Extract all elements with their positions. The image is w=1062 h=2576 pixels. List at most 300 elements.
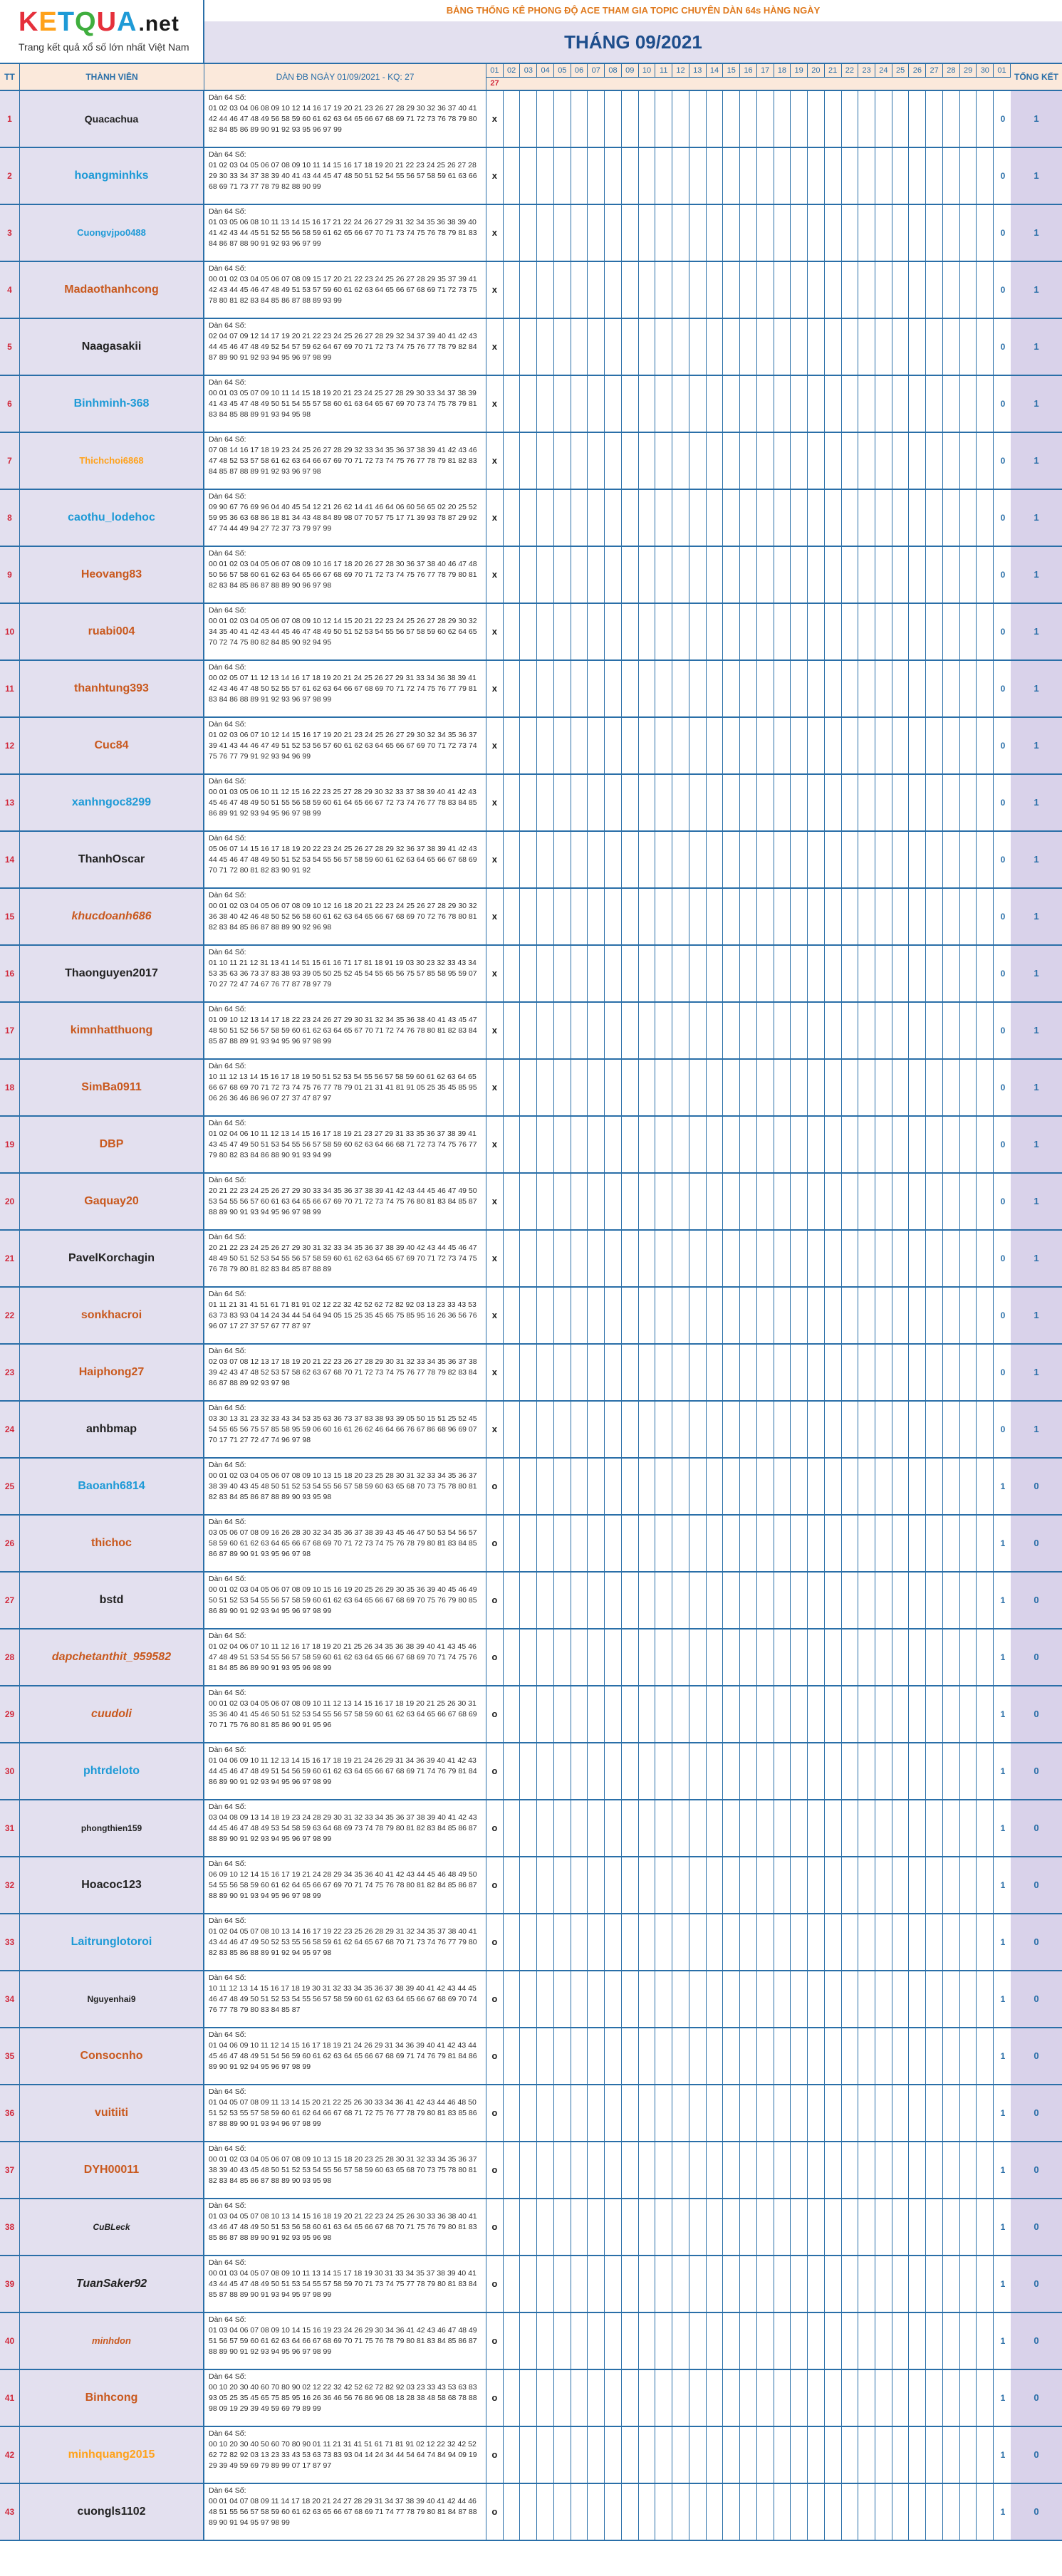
day-cell	[791, 775, 808, 830]
day-cell	[825, 1402, 842, 1457]
row-index: 41	[0, 2370, 20, 2426]
day-cells	[486, 91, 995, 147]
member-name[interactable]: xanhngoc8299	[20, 775, 204, 830]
member-name[interactable]: hoangminhks	[20, 148, 204, 204]
member-name[interactable]: bstd	[20, 1573, 204, 1628]
day-cell	[960, 1516, 977, 1571]
day-cell	[825, 1060, 842, 1115]
member-name[interactable]: kimnhatthuong	[20, 1003, 204, 1058]
day-cell	[672, 1345, 689, 1400]
day-cell	[858, 91, 875, 147]
day-cell	[791, 91, 808, 147]
day-cell	[740, 2427, 757, 2483]
total-score: 0	[1011, 1743, 1062, 1799]
day-cell	[639, 1117, 656, 1172]
day-cell	[672, 91, 689, 147]
number-set-label: Dàn 64 Số:	[209, 1290, 246, 1298]
day-cell	[571, 1288, 588, 1343]
member-name[interactable]: SimBa0911	[20, 1060, 204, 1115]
day-cell	[672, 2199, 689, 2255]
day-result-row	[486, 77, 1011, 90]
table-row	[0, 1174, 1062, 1231]
total-score: 0	[1011, 2085, 1062, 2141]
day-cell	[554, 1402, 571, 1457]
day-cell	[571, 1914, 588, 1970]
number-set	[204, 91, 486, 147]
day-cell	[655, 1231, 672, 1286]
day-cell	[520, 604, 537, 659]
day-cell	[926, 661, 943, 716]
member-name[interactable]: Nguyenhai9	[20, 1971, 204, 2027]
member-name[interactable]: phongthien159	[20, 1800, 204, 1856]
day-cell	[571, 2199, 588, 2255]
day-cell	[774, 2370, 791, 2426]
day-cell	[910, 433, 927, 489]
member-name[interactable]: Heovang83	[20, 547, 204, 603]
member-name[interactable]: thichoc	[20, 1516, 204, 1571]
day-cell	[757, 490, 774, 546]
day-cell	[808, 2313, 825, 2369]
day-cell	[554, 946, 571, 1001]
day-cell	[672, 1402, 689, 1457]
number-set	[204, 547, 486, 603]
day-cell	[622, 1174, 639, 1229]
day-cell	[875, 2085, 892, 2141]
day-cell	[875, 2142, 892, 2198]
day-cell	[842, 1402, 859, 1457]
day-cell	[622, 718, 639, 773]
day-cell	[825, 1573, 842, 1628]
day-cell	[960, 376, 977, 432]
day-cell	[825, 2028, 842, 2084]
day-cell	[504, 2142, 521, 2198]
day-cell	[943, 889, 960, 944]
day-cell	[808, 832, 825, 887]
day-result-mark: o	[486, 2028, 504, 2084]
day-result-mark: x	[486, 262, 504, 318]
member-name[interactable]: Thaonguyen2017	[20, 946, 204, 1001]
day-cell	[605, 1573, 622, 1628]
number-set-values: 00 10 20 30 40 50 60 70 80 90 01 11 21 31 41 51 61 71 81 91 02 12 22 32 42 52 62 72 82 92 03 13 23 33 43 53 63 73 83 93 04 14 24 34 44 54 64 74 84 94 09 19 29 39 49 59 69 79 89 99 07 17 87 97	[209, 2440, 477, 2470]
table-row	[0, 775, 1062, 832]
day-cell	[605, 376, 622, 432]
day-cell	[943, 205, 960, 261]
day-cell	[960, 319, 977, 375]
row-index: 36	[0, 2085, 20, 2141]
day-cells	[486, 2484, 995, 2540]
day-cell	[774, 1402, 791, 1457]
member-name[interactable]: Haiphong27	[20, 1345, 204, 1400]
day-cell	[588, 889, 605, 944]
day-cell	[723, 1971, 740, 2027]
logo[interactable]	[0, 0, 204, 63]
day-cell	[825, 1800, 842, 1856]
day-cell	[875, 1117, 892, 1172]
day-cell	[554, 1345, 571, 1400]
day-cell	[858, 2142, 875, 2198]
day-cell	[639, 832, 656, 887]
row-index: 35	[0, 2028, 20, 2084]
day-cell	[520, 2142, 537, 2198]
day-cell	[943, 1402, 960, 1457]
number-set	[204, 1743, 486, 1799]
member-name[interactable]: Quacachua	[20, 91, 204, 147]
hit-count: 1	[1000, 1538, 1006, 1548]
day-cell	[639, 889, 656, 944]
day-cell	[825, 1288, 842, 1343]
day-cell	[537, 376, 554, 432]
day-cell	[605, 1459, 622, 1514]
day-cell	[639, 1573, 656, 1628]
day-result-mark: x	[486, 661, 504, 716]
day-cell	[892, 1857, 910, 1913]
member-name[interactable]: CuBLeck	[20, 2199, 204, 2255]
day-cell	[571, 205, 588, 261]
number-set	[204, 2370, 486, 2426]
day-cells	[486, 2142, 995, 2198]
day-cell	[537, 1459, 554, 1514]
day-cell	[842, 1743, 859, 1799]
day-cell	[858, 661, 875, 716]
day-cell	[977, 604, 994, 659]
day-cell	[875, 2313, 892, 2369]
member-name[interactable]: Madaothanhcong	[20, 262, 204, 318]
member-name[interactable]: khucdoanh686	[20, 889, 204, 944]
number-set-label: Dàn 64 Số:	[209, 1062, 246, 1070]
day-cell	[892, 1117, 910, 1172]
row-index: 37	[0, 2142, 20, 2198]
day-cell	[655, 1459, 672, 1514]
day-cell	[943, 2142, 960, 2198]
table-row	[0, 1971, 1062, 2028]
day-cell	[757, 1516, 774, 1571]
day-cell	[672, 1003, 689, 1058]
day-result-mark: o	[486, 2427, 504, 2483]
day-cell	[723, 1800, 740, 1856]
day-cell	[504, 2256, 521, 2312]
day-cells	[486, 1003, 995, 1058]
day-cell	[960, 1459, 977, 1514]
day-cell	[808, 433, 825, 489]
number-set-values: 09 90 67 76 69 96 04 40 45 54 12 21 26 62 14 41 46 64 06 60 56 65 02 20 25 52 59 95 36 63 68 86 18 81 34 43 48 84 89 98 07 70 57 75 17 71 39 93 78 87 29 92 47 74 44 49 94 27 72 37 73 79 97 99	[209, 503, 477, 533]
day-cell	[926, 1003, 943, 1058]
day-cell	[858, 1117, 875, 1172]
day-cell	[892, 547, 910, 603]
day-cell	[926, 376, 943, 432]
day-cells	[486, 1914, 995, 1970]
day-cell	[960, 718, 977, 773]
member-name[interactable]: caothu_lodehoc	[20, 490, 204, 546]
day-cell	[723, 2370, 740, 2426]
day-cell	[910, 1914, 927, 1970]
member-name[interactable]: Cuongvjpo0488	[20, 205, 204, 261]
day-cell	[571, 2028, 588, 2084]
day-cell	[910, 1459, 927, 1514]
member-name[interactable]: TuanSaker92	[20, 2256, 204, 2312]
day-cell	[605, 2085, 622, 2141]
day-cell	[977, 1117, 994, 1172]
hit-count: 1	[1000, 2450, 1006, 2460]
day-cell	[892, 1288, 910, 1343]
col-total: TỔNG KẾT	[1014, 72, 1058, 82]
number-set-label: Dàn 64 Số:	[209, 1347, 246, 1355]
day-cell	[520, 889, 537, 944]
day-cell	[977, 1402, 994, 1457]
day-cell	[977, 91, 994, 147]
day-cell	[842, 2256, 859, 2312]
day-cell	[825, 946, 842, 1001]
day-cell	[520, 1686, 537, 1742]
day-cell	[537, 1402, 554, 1457]
member-name[interactable]: ruabi004	[20, 604, 204, 659]
day-cell	[707, 1174, 724, 1229]
day-cell	[520, 2085, 537, 2141]
day-cell	[808, 2199, 825, 2255]
day-cell	[774, 91, 791, 147]
total-score: 1	[1011, 547, 1062, 603]
day-cell	[910, 1345, 927, 1400]
day-cell	[605, 2142, 622, 2198]
day-result-mark: x	[486, 148, 504, 204]
day-cell	[892, 148, 910, 204]
number-set	[204, 319, 486, 375]
day-cell	[960, 1743, 977, 1799]
day-cell	[672, 2370, 689, 2426]
day-cell	[774, 946, 791, 1001]
day-cell	[588, 1857, 605, 1913]
member-name[interactable]: sonkhacroi	[20, 1288, 204, 1343]
member-name[interactable]: vuitiiti	[20, 2085, 204, 2141]
member-name[interactable]: Cuc84	[20, 718, 204, 773]
day-cell	[723, 91, 740, 147]
number-set-label: Dàn 64 Số:	[209, 1176, 246, 1184]
day-cell	[504, 1117, 521, 1172]
member-name[interactable]: Binhcong	[20, 2370, 204, 2426]
day-cell	[504, 1743, 521, 1799]
member-name[interactable]: PavelKorchagin	[20, 1231, 204, 1286]
day-cell	[943, 718, 960, 773]
day-cell	[858, 2484, 875, 2540]
day-cells	[486, 718, 995, 773]
member-name[interactable]: Gaquay20	[20, 1174, 204, 1229]
day-cell	[977, 1288, 994, 1343]
member-name[interactable]: Naagasakii	[20, 319, 204, 375]
day-cell	[707, 1060, 724, 1115]
day-cells	[486, 262, 995, 318]
day-cell	[723, 604, 740, 659]
number-set	[204, 946, 486, 1001]
day-cell	[672, 433, 689, 489]
row-index: 5	[0, 319, 20, 375]
day-cell	[639, 1345, 656, 1400]
day-cell	[723, 490, 740, 546]
day-cell	[757, 775, 774, 830]
day-cell	[672, 319, 689, 375]
day-cell	[892, 1060, 910, 1115]
day-cell	[588, 2313, 605, 2369]
member-name[interactable]: ThanhOscar	[20, 832, 204, 887]
day-cell	[605, 2028, 622, 2084]
day-cell	[858, 1629, 875, 1685]
day-cells	[486, 319, 995, 375]
day-cell	[689, 1800, 707, 1856]
day-cells	[486, 1629, 995, 1685]
day-cell	[926, 1857, 943, 1913]
day-cell	[639, 1743, 656, 1799]
day-cell	[858, 547, 875, 603]
day-cell	[943, 1117, 960, 1172]
day-cell	[707, 1686, 724, 1742]
day-result-mark: o	[486, 2199, 504, 2255]
day-cell	[605, 1402, 622, 1457]
day-cell	[943, 1003, 960, 1058]
number-set	[204, 1288, 486, 1343]
member-name[interactable]: minhquang2015	[20, 2427, 204, 2483]
day-cell	[655, 1174, 672, 1229]
member-name[interactable]: DBP	[20, 1117, 204, 1172]
total-score: 1	[1011, 1174, 1062, 1229]
day-cell	[588, 490, 605, 546]
member-name[interactable]: cuongls1102	[20, 2484, 204, 2540]
number-set	[204, 1800, 486, 1856]
day-cell	[842, 1914, 859, 1970]
day-cell	[842, 1288, 859, 1343]
day-cell	[554, 2313, 571, 2369]
member-name[interactable]: dapchetanthit_959582	[20, 1629, 204, 1685]
day-cell	[892, 1686, 910, 1742]
day-cell	[707, 91, 724, 147]
row-index: 39	[0, 2256, 20, 2312]
day-cell	[588, 1573, 605, 1628]
day-cell	[842, 946, 859, 1001]
day-cell	[892, 946, 910, 1001]
day-cell	[757, 2256, 774, 2312]
day-cell	[977, 2427, 994, 2483]
hit-count: 0	[1000, 285, 1006, 295]
day-cell	[504, 832, 521, 887]
day-cell	[655, 91, 672, 147]
day-result-mark: x	[486, 775, 504, 830]
day-result-mark: o	[486, 1743, 504, 1799]
day-cell	[825, 775, 842, 830]
day-cell	[571, 319, 588, 375]
member-name[interactable]: Laitrunglotoroi	[20, 1914, 204, 1970]
day-cell	[655, 2427, 672, 2483]
day-cell	[655, 1573, 672, 1628]
day-cell	[757, 1800, 774, 1856]
day-cell	[554, 1857, 571, 1913]
day-cell	[554, 1914, 571, 1970]
day-cell	[774, 832, 791, 887]
day-cell	[892, 205, 910, 261]
day-cell	[757, 2199, 774, 2255]
day-cell	[622, 1288, 639, 1343]
day-cell	[622, 490, 639, 546]
day-cells	[486, 1231, 995, 1286]
day-cell	[504, 1003, 521, 1058]
day-cell	[977, 2028, 994, 2084]
day-cell	[943, 1971, 960, 2027]
day-result-mark: o	[486, 2256, 504, 2312]
day-cell	[571, 2256, 588, 2312]
day-cell	[588, 832, 605, 887]
day-cell	[842, 1573, 859, 1628]
day-cell	[655, 832, 672, 887]
day-cell	[588, 2370, 605, 2426]
hit-count: 1	[1000, 1652, 1006, 1662]
member-name[interactable]: Consocnho	[20, 2028, 204, 2084]
day-result-mark: o	[486, 2085, 504, 2141]
day-cell	[707, 1345, 724, 1400]
day-cell	[740, 2370, 757, 2426]
day-cell	[791, 1402, 808, 1457]
member-name[interactable]: phtrdeloto	[20, 1743, 204, 1799]
day-cell	[858, 1402, 875, 1457]
day-cell	[892, 2199, 910, 2255]
total-score: 1	[1011, 148, 1062, 204]
day-cell	[605, 1060, 622, 1115]
member-name[interactable]: Hoacoc123	[20, 1857, 204, 1913]
day-cell	[774, 319, 791, 375]
day-cell	[977, 319, 994, 375]
day-cell	[892, 1971, 910, 2027]
day-cell	[723, 775, 740, 830]
member-name[interactable]: Binhminh-368	[20, 376, 204, 432]
day-cell	[504, 1857, 521, 1913]
row-index: 30	[0, 1743, 20, 1799]
day-cells	[486, 1743, 995, 1799]
total-score: 0	[1011, 2313, 1062, 2369]
day-cell	[723, 1459, 740, 1514]
row-index: 42	[0, 2427, 20, 2483]
total-score: 1	[1011, 1060, 1062, 1115]
day-cell	[910, 547, 927, 603]
member-name[interactable]: cuudoli	[20, 1686, 204, 1742]
row-index: 32	[0, 1857, 20, 1913]
day-cell	[808, 2256, 825, 2312]
day-cell	[825, 1629, 842, 1685]
day-cell	[639, 91, 656, 147]
day-cell	[960, 1174, 977, 1229]
page-header	[0, 0, 1062, 63]
member-name[interactable]: Baoanh6814	[20, 1459, 204, 1514]
day-cell	[689, 319, 707, 375]
number-set	[204, 718, 486, 773]
member-name[interactable]: anhbmap	[20, 1402, 204, 1457]
member-name[interactable]: thanhtung393	[20, 661, 204, 716]
day-cell	[910, 2028, 927, 2084]
day-cell	[655, 1800, 672, 1856]
member-name[interactable]: DYH00011	[20, 2142, 204, 2198]
day-cell	[825, 376, 842, 432]
day-cell	[791, 262, 808, 318]
member-name[interactable]: minhdon	[20, 2313, 204, 2369]
day-cell	[926, 319, 943, 375]
day-cell	[537, 1231, 554, 1286]
day-cell	[858, 1231, 875, 1286]
day-cell	[707, 2484, 724, 2540]
day-cell	[740, 2085, 757, 2141]
day-cell	[622, 2085, 639, 2141]
day-cell	[689, 1573, 707, 1628]
hit-count: 1	[1000, 1994, 1006, 2004]
day-cell	[571, 1516, 588, 1571]
member-name[interactable]: Thichchoi6868	[20, 433, 204, 489]
day-cell	[943, 1459, 960, 1514]
day-cell	[740, 1060, 757, 1115]
day-cell	[842, 1800, 859, 1856]
day-cell	[875, 262, 892, 318]
